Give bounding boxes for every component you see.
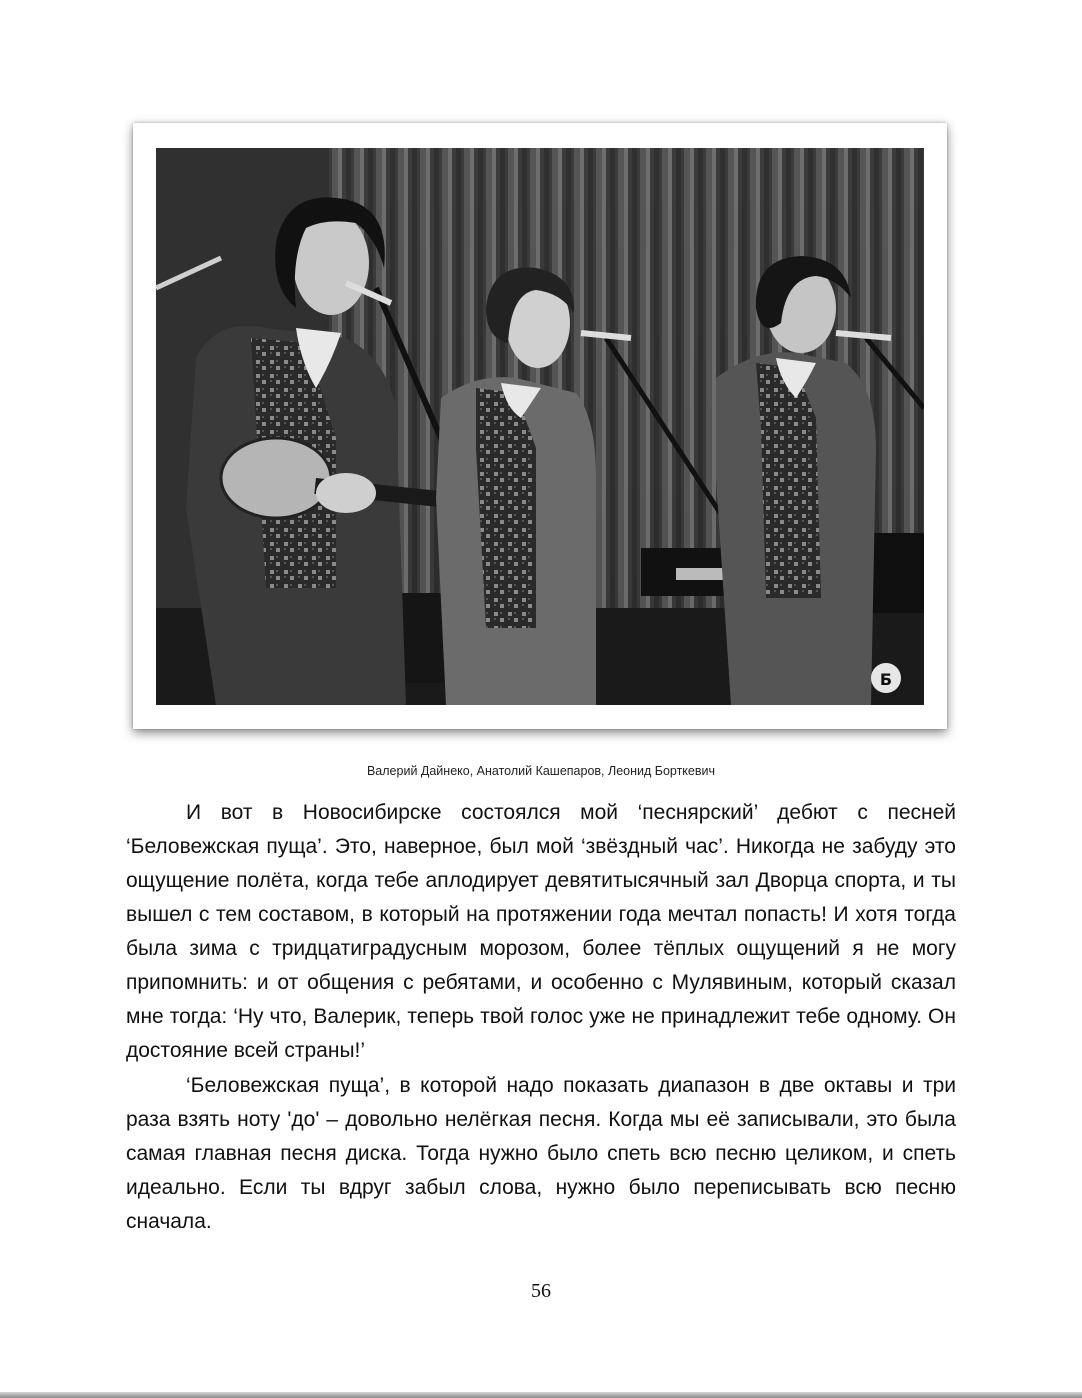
band-photo (156, 148, 924, 705)
paragraph: И вот в Новосибирске состоялся мой ‘песнярский’ дебют с песней ‘Беловежская пуща’. Это, наверное, был мой ‘звёздный час’. Никогда не забуду это ощущение полёта, когда тебе аплодирует девятитысячный зал Дворца спорта, и ты вышел с тем составом, в который на протяжении года мечтал попасть! И хотя тогда была зима с тридцатиградусным морозом, более тёплых ощущений я не могу припомнить: и от общения с ребятами, и особенно с Мулявиным, который сказал мне тогда: ‘Ну что, Валерик, теперь твой голос уже не принадлежит тебе одному. Он достояние всей страны!’ (126, 801, 956, 1062)
body-text (126, 796, 956, 1240)
page-bottom-edge (0, 1392, 1082, 1398)
photo-frame (133, 123, 947, 729)
corner-stamp-mark: Б (879, 670, 893, 689)
photo-caption: Валерий Дайнеко, Анатолий Кашепаров, Леонид Борткевич (366, 764, 716, 778)
paragraph: ‘Беловежская пуща’, в которой надо показать диапазон в две октавы и три раза взять ноту 'до' – довольно нелёгкая песня. Когда мы её записывали, это была самая главная песня диска. Тогда нужно было спеть всю песню целиком, и спеть идеально. Если ты вдруг забыл слова, нужно было переписывать всю песню сначала. (126, 1074, 956, 1233)
page-number: 56 (531, 1280, 551, 1302)
